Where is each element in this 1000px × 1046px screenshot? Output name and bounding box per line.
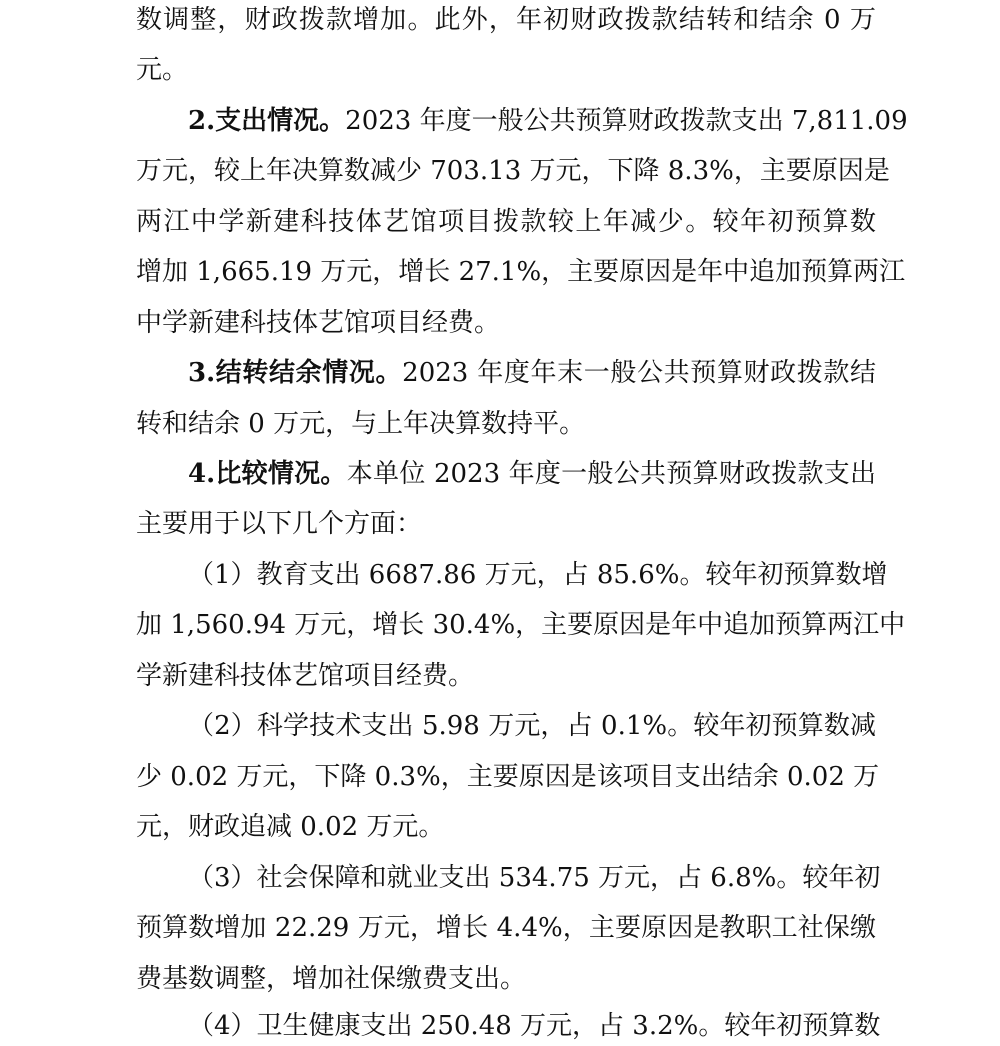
paragraph-text: 2023 年度一般公共预算财政拨款支出 7,811.09 bbox=[345, 106, 908, 136]
paragraph-line: 两江中学新建科技体艺馆项目拨款较上年减少。较年初预算数 bbox=[136, 207, 876, 237]
list-item-line: 学新建科技体艺馆项目经费。 bbox=[136, 661, 475, 691]
list-item-line: （2）科学技术支出 5.98 万元，占 0.1%。较年初预算数减 bbox=[188, 711, 876, 741]
paragraph-line: 增加 1,665.19 万元，增长 27.1%，主要原因是年中追加预算两江 bbox=[136, 257, 906, 287]
paragraph-line bbox=[188, 454, 876, 494]
list-item-line: 少 0.02 万元，下降 0.3%，主要原因是该项目支出结余 0.02 万 bbox=[136, 762, 880, 792]
list-item-line: （1）教育支出 6687.86 万元，占 85.6%。较年初预算数增 bbox=[188, 560, 888, 590]
paragraph-text: 2023 年度年末一般公共预算财政拨款结 bbox=[402, 358, 876, 388]
paragraph-line: 数调整，财政拨款增加。此外，年初财政拨款结转和结余 0 万 bbox=[136, 5, 876, 35]
paragraph-text: 本单位 2023 年度一般公共预算财政拨款支出 bbox=[346, 459, 876, 489]
list-item-line: （4）卫生健康支出 250.48 万元，占 3.2%。较年初预算数 bbox=[188, 1011, 881, 1041]
paragraph-line: 万元，较上年决算数减少 703.13 万元，下降 8.3%，主要原因是 bbox=[136, 156, 890, 186]
paragraph-line bbox=[188, 353, 876, 393]
list-item-line: 预算数增加 22.29 万元，增长 4.4%，主要原因是教职工社保缴 bbox=[136, 913, 876, 943]
section-heading: 3.结转结余情况。 bbox=[188, 358, 403, 388]
paragraph-line bbox=[188, 101, 908, 141]
paragraph-line: 转和结余 0 万元，与上年决算数持平。 bbox=[136, 409, 586, 439]
paragraph-line: 元。 bbox=[136, 55, 189, 85]
list-item-line: 费基数调整，增加社保缴费支出。 bbox=[136, 964, 527, 994]
section-heading: 2.支出情况。 bbox=[188, 106, 346, 136]
list-item-line: （3）社会保障和就业支出 534.75 万元，占 6.8%。较年初 bbox=[188, 863, 881, 893]
section-heading: 4.比较情况。 bbox=[188, 459, 347, 489]
paragraph-line: 主要用于以下几个方面： bbox=[136, 509, 423, 539]
list-item-line: 元，财政追减 0.02 万元。 bbox=[136, 812, 445, 842]
paragraph-line: 中学新建科技体艺馆项目经费。 bbox=[136, 308, 501, 338]
list-item-line: 加 1,560.94 万元，增长 30.4%，主要原因是年中追加预算两江中 bbox=[136, 610, 906, 640]
